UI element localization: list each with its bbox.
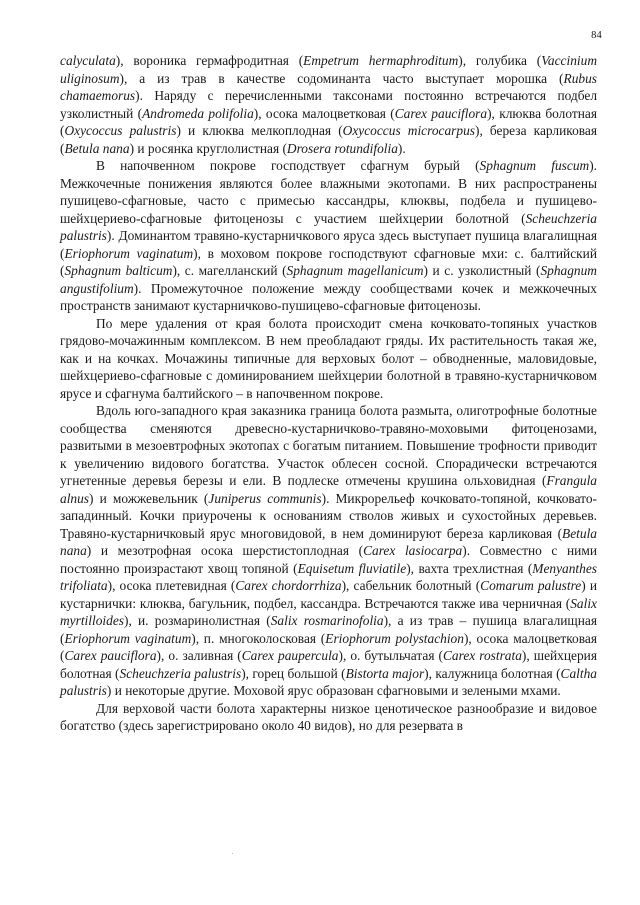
text-run: ), осока малоцветковая ( [253,105,395,121]
species-name: Sphagnum fuscum [479,158,590,173]
text-run: По мере удаления от края болота происходит смена кочковато-топяных участков грядово-мочажинным комплексом. В нем преобладают гряды. Их растительность такая же, как и на кочках. Мочажины типичные для верховых болот – обводненные, маловидовые, шейхцериево-сфагновые с доминированием шейхцерии болотной в травяно-кустарничковом ярусе и сфагнума балтийского – в напочвенном покрове. [60,315,597,401]
species-name: Carex pauciflora [64,648,157,663]
species-name: Oxycoccus microcarpus [342,123,475,138]
text-run: ), калужница болотная ( [424,665,561,681]
text-run: ), клюква болотная ( [60,105,597,138]
paragraph [60,700,597,735]
text-run: ), сабельник болотный ( [341,578,481,593]
species-name: Eriophorum vaginatum [64,630,192,646]
text-run: ), голубика ( [458,53,542,68]
text-run: ), о. заливная ( [156,648,242,663]
species-name: Sphagnum angustifolium [60,263,597,296]
text-run: ) и с. узколистный ( [423,263,541,278]
species-name: Oxycoccus palustris [64,123,177,138]
text-run: Для верховой части болота характерны низкое ценотическое разнообразие и видовое богатство (здесь зарегистрировано около 40 видов), но для резервата в [60,700,597,733]
species-name: Eriophorum polystachion [325,630,464,646]
species-name: Empetrum hermaphroditum [303,53,459,68]
text-run: ), шейхцерия болотная ( [60,648,598,681]
species-name: Scheuchzeria palustris [60,210,597,243]
species-name: Scheuchzeria palustris [119,665,242,681]
text-run: ), а из трав в качестве содоминанта часто выступает морошка ( [119,70,564,86]
text-run: ), с. магелланский ( [172,263,287,278]
species-name: Carex lasiocarpa [363,543,463,558]
species-name: calyculata [60,53,116,68]
text-run: ). Совместно с ними постоянно произрастают хвощ топяной ( [60,543,597,576]
paragraph [60,157,597,315]
text-run: Вдоль юго-западного края заказника граница болота размыта, олиготрофные болотные сообщества сменяются древесно-кустарничково-травяно-моховыми фитоценозами, развитыми в мезоевтрофных экотопах с богатым питанием. Повышение трофности приводит к увеличению видового богатства. Участок облесен сосной. Спорадически встречаются угнетенные деревья березы и ели. В подлеске отмечены крушина ольховидная ( [60,403,597,488]
body-text [60,52,597,735]
species-name: Betula nana [64,140,130,156]
species-name: Caltha palustris [60,665,597,698]
text-run: ), вороника гермафродитная ( [115,53,304,68]
text-run: ), а из трав – пушица влагалищная ( [60,613,597,646]
species-name: Carex chordorrhiza [235,578,342,593]
species-name: Salix myrtilloides [60,595,597,628]
text-run: ), осока малоцветковая ( [60,630,597,663]
text-run: ), береза карликовая ( [60,123,598,156]
species-name: Eriophorum vaginatum [64,245,194,261]
species-name: Rubus chamaemorus [60,70,597,103]
paragraph [60,402,597,700]
species-name: Comarum palustre [480,578,582,593]
text-run: ). Доминантом травяно-кустарничкового яруса здесь выступает пушица влагалищная ( [60,228,597,261]
text-run: ) и можжевельник ( [89,490,209,506]
text-run: ). Промежуточное положение между сообществами кочек и межкочечных пространств занимают кустарничково-пушицево-сфагновые фитоценозы. [60,280,597,313]
text-run: ) и росянка круглолистная ( [129,140,287,156]
scan-speck [232,853,233,854]
text-run: ), вахта трехлистная ( [406,560,533,576]
species-name: Sphagnum magellanicum [286,263,424,278]
species-name: Sphagnum balticum [64,263,173,278]
text-run: ), горец большой ( [241,665,346,681]
species-name: Vaccinium uliginosum [60,53,597,86]
text-run: ). Наряду с перечисленными таксонами постоянно встречаются подбел узколистный ( [60,88,597,121]
text-run: ), о. бутыльчатая ( [338,648,443,663]
species-name: Menyanthes trifoliata [60,560,597,593]
species-name: Carex pauciflora [394,105,488,121]
paragraph [60,315,597,403]
species-name: Equisetum fluviatile [297,560,407,576]
text-run: В напочвенном покрове господствует сфагнум бурый ( [96,158,480,173]
page-number: 84 [591,30,602,41]
species-name: Betula nana [60,525,597,558]
species-name: Andromeda polifolia [142,105,254,121]
text-run: ). Межкочечные понижения являются более влажными экотопами. В них распространены пушицево-сфагновые, часто с примесью кассандры, клюквы, подбела и пушицево-шейхцериево-сфагновые фитоценозы с участием шейхцерии болотной ( [60,158,597,226]
species-name: Drosera rotundifolia [286,140,398,156]
species-name: Bistorta major [345,665,425,681]
text-run: ) и мезотрофная осока шерстистоплодная ( [86,543,364,558]
text-run: ), и. розмаринолистная ( [123,613,271,628]
text-run: ). [397,140,406,156]
species-name: Carex rostrata [442,648,522,663]
text-run: ), п. многоколосковая ( [191,630,326,646]
text-run: ) и некоторые другие. Моховой ярус образован сфагновыми и зелеными мхами. [106,683,561,698]
text-run: ), осока плетевидная ( [107,578,236,593]
text-run: ). Микрорельеф кочковато-топяной, кочковато-западинный. Кочки приурочены к основаниям стволов живых и сухостойных деревьев. Травяно-кустарничковый ярус многовидовой, в нем доминируют береза карликовая ( [60,490,597,541]
species-name: Carex paupercula [241,648,339,663]
species-name: Frangula alnus [60,473,597,506]
species-name: Salix rosmarinofolia [270,613,384,628]
species-name: Juniperus communis [208,490,322,506]
paragraph [60,52,597,157]
text-run: ) и клюква мелкоплодная ( [176,123,343,138]
text-run: ) и кустарнички: клюква, багульник, подбел, кассандра. Встречаются также ива черничная ( [60,578,597,611]
text-run: ), в моховом покрове господствуют сфагновые мхи: с. балтийский ( [60,245,597,278]
